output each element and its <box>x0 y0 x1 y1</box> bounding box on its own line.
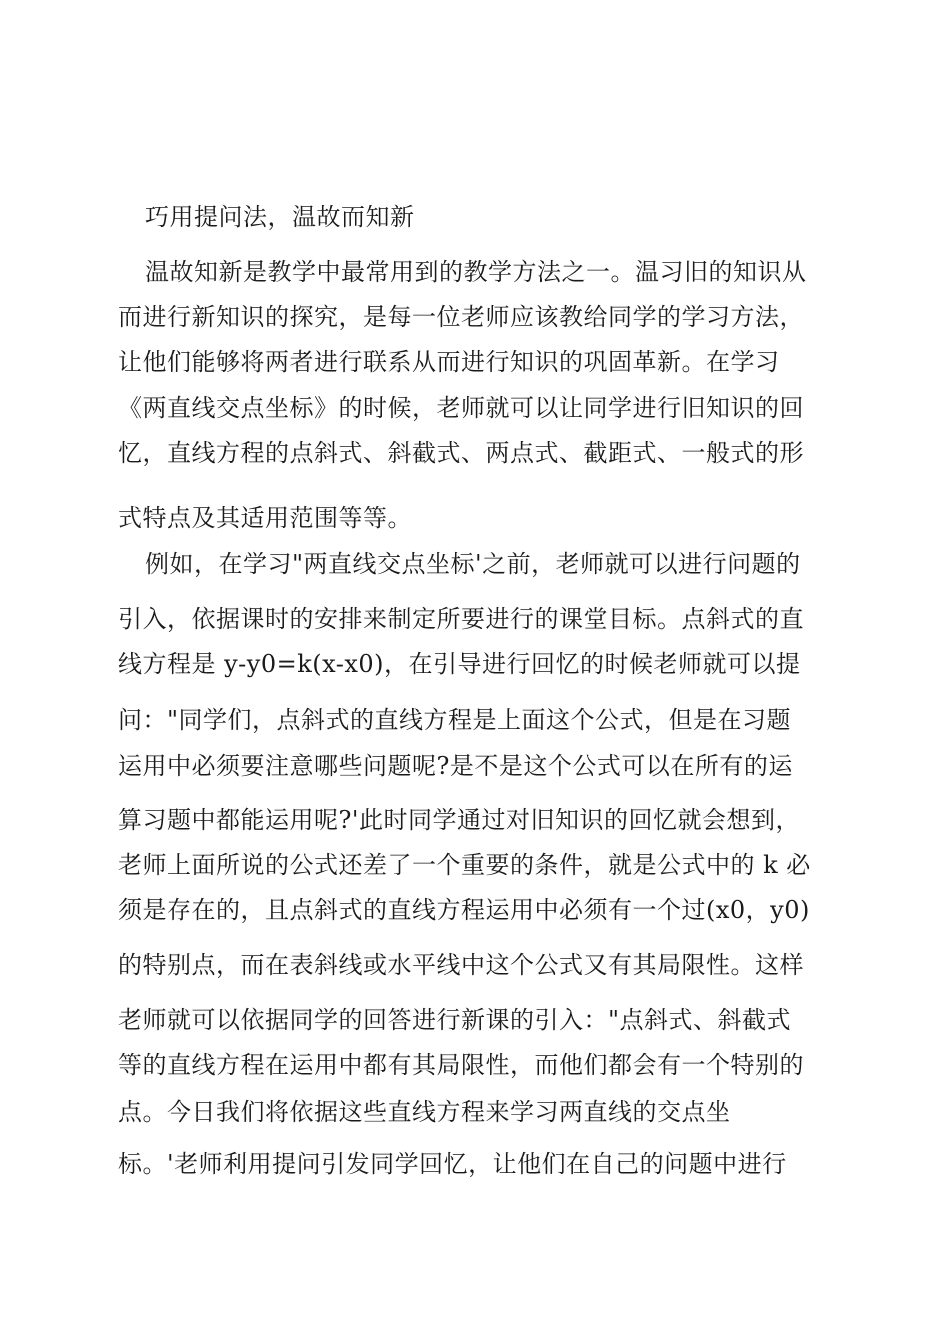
paragraph-line: 须是存在的，且点斜式的直线方程运用中必须有一个过(x0，y0) <box>118 896 810 924</box>
paragraph-line: 《两直线交点坐标》的时候，老师就可以让同学进行旧知识的回 <box>118 394 804 422</box>
paragraph-line: 温故知新是教学中最常用到的教学方法之一。温习旧的知识从 <box>145 258 807 286</box>
paragraph-line: 而进行新知识的探究，是每一位老师应该教给同学的学习方法， <box>118 303 804 331</box>
paragraph-line: 让他们能够将两者进行联系从而进行知识的巩固革新。在学习 <box>118 348 780 376</box>
paragraph-line: 等的直线方程在运用中都有其局限性，而他们都会有一个特别的 <box>118 1051 804 1079</box>
paragraph-line: 式特点及其适用范围等等。 <box>118 504 412 532</box>
paragraph-line: 运用中必须要注意哪些问题呢?是不是这个公式可以在所有的运 <box>118 752 793 780</box>
paragraph-line: 的特别点，而在表斜线或水平线中这个公式又有其局限性。这样 <box>118 951 804 979</box>
section-heading: 巧用提问法，温故而知新 <box>145 203 415 231</box>
paragraph-line: 老师上面所说的公式还差了一个重要的条件，就是公式中的 k 必 <box>118 851 811 879</box>
paragraph-line: 线方程是 y-y0=k(x-x0)，在引导进行回忆的时候老师就可以提 <box>118 650 801 678</box>
paragraph-line: 问："同学们，点斜式的直线方程是上面这个公式，但是在习题 <box>118 706 792 734</box>
paragraph-line: 忆，直线方程的点斜式、斜截式、两点式、截距式、一般式的形 <box>118 439 804 467</box>
paragraph-line: 引入，依据课时的安排来制定所要进行的课堂目标。点斜式的直 <box>118 605 804 633</box>
paragraph-line: 算习题中都能运用呢?'此时同学通过对旧知识的回忆就会想到， <box>118 806 800 834</box>
paragraph-line: 标。'老师利用提问引发同学回忆，让他们在自己的问题中进行 <box>118 1150 787 1178</box>
paragraph-line: 例如，在学习"两直线交点坐标'之前，老师就可以进行问题的 <box>145 550 801 578</box>
paragraph-line: 点。今日我们将依据这些直线方程来学习两直线的交点坐 <box>118 1098 731 1126</box>
paragraph-line: 老师就可以依据同学的回答进行新课的引入："点斜式、斜截式 <box>118 1006 792 1034</box>
